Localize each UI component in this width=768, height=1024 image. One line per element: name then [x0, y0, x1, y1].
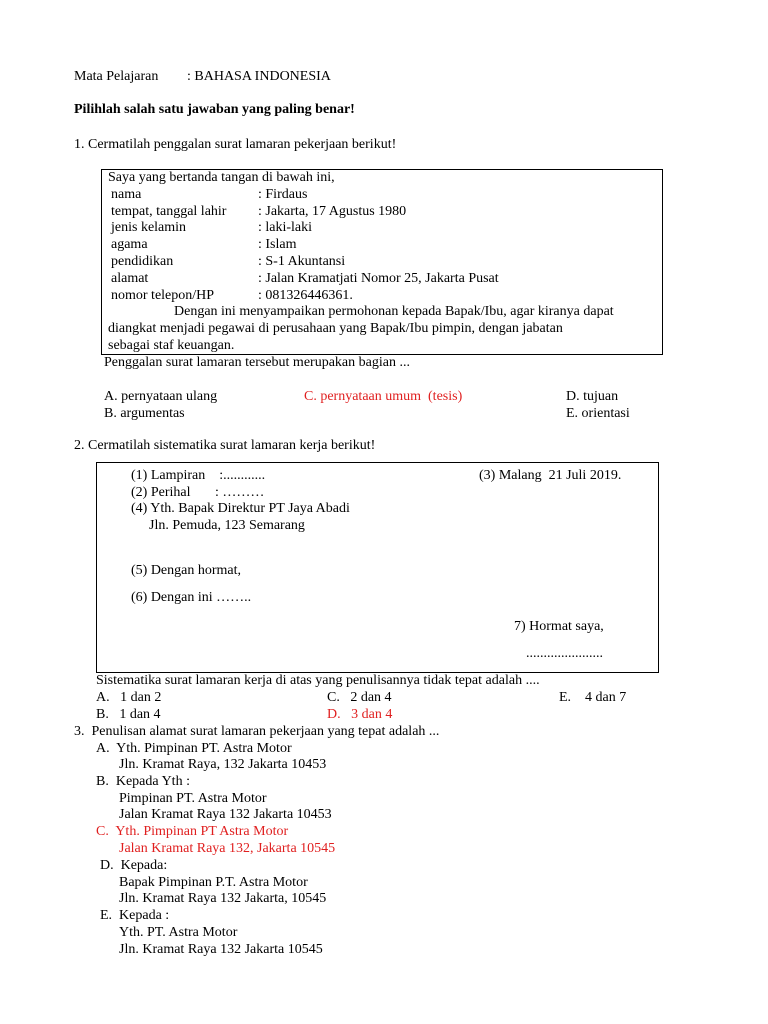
q3-option-d-line: Bapak Pimpinan P.T. Astra Motor: [119, 875, 308, 890]
q3-option-d[interactable]: D. Kepada:: [100, 858, 168, 873]
q2-body: (6) Dengan ini ……..: [131, 590, 252, 605]
q1-letter-body-line: sebagai staf keuangan.: [108, 338, 235, 353]
q1-field-value: : laki-laki: [258, 220, 313, 235]
q2-option-e[interactable]: E. 4 dan 7: [559, 690, 627, 705]
q1-field-value: : S-1 Akuntansi: [258, 254, 346, 269]
q1-field-label: pendidikan: [111, 254, 174, 269]
q1-option-d[interactable]: D. tujuan: [566, 389, 619, 404]
q2-addressee: (4) Yth. Bapak Direktur PT Jaya Abadi: [131, 501, 350, 516]
q2-perihal: (2) Perihal : ………: [131, 485, 265, 500]
q2-prompt: 2. Cermatilah sistematika surat lamaran kerja berikut!: [74, 438, 376, 453]
q2-question: Sistematika surat lamaran kerja di atas yang penulisannya tidak tepat adalah ....: [96, 673, 540, 688]
q3-option-b-line: Pimpinan PT. Astra Motor: [119, 791, 267, 806]
q3-option-e-line: Jln. Kramat Raya 132 Jakarta 10545: [119, 942, 323, 957]
q2-lampiran: (1) Lampiran :............: [131, 468, 266, 483]
q3-option-c-line: Jalan Kramat Raya 132, Jakarta 10545: [119, 841, 336, 856]
q2-closing: 7) Hormat saya,: [514, 619, 604, 634]
q1-field-label: agama: [111, 237, 148, 252]
q1-field-label: nama: [111, 187, 142, 202]
q3-option-a-line: Jln. Kramat Raya, 132 Jakarta 10453: [119, 757, 327, 772]
q2-greeting: (5) Dengan hormat,: [131, 563, 242, 578]
q1-field-value: : Jakarta, 17 Agustus 1980: [258, 204, 407, 219]
q3-prompt: 3. Penulisan alamat surat lamaran pekerjaan yang tepat adalah ...: [74, 724, 440, 739]
q1-letter-body-line: diangkat menjadi pegawai di perusahaan yang Bapak/Ibu pimpin, dengan jabatan: [108, 321, 563, 336]
q1-option-a[interactable]: A. pernyataan ulang: [104, 389, 218, 404]
instruction: Pilihlah salah satu jawaban yang paling benar!: [74, 102, 355, 117]
subject-label: Mata Pelajaran: [74, 69, 159, 84]
q1-option-e[interactable]: E. orientasi: [566, 406, 630, 421]
q1-field-label: alamat: [111, 271, 149, 286]
q2-address: Jln. Pemuda, 123 Semarang: [149, 518, 305, 533]
q1-option-b[interactable]: B. argumentas: [104, 406, 185, 421]
q1-question: Penggalan surat lamaran tersebut merupakan bagian ...: [104, 355, 410, 370]
q1-letter-intro: Saya yang bertanda tangan di bawah ini,: [108, 170, 335, 185]
q1-field-value: : 081326446361.: [258, 288, 353, 303]
q3-option-e[interactable]: E. Kepada :: [100, 908, 170, 923]
q1-field-value: : Islam: [258, 237, 297, 252]
q3-option-c[interactable]: C. Yth. Pimpinan PT Astra Motor: [96, 824, 289, 839]
q1-field-label: tempat, tanggal lahir: [111, 204, 227, 219]
q2-date: (3) Malang 21 Juli 2019.: [479, 468, 622, 483]
q1-field-label: nomor telepon/HP: [111, 288, 215, 303]
q1-field-label: jenis kelamin: [111, 220, 187, 235]
q3-option-a[interactable]: A. Yth. Pimpinan PT. Astra Motor: [96, 741, 292, 756]
q1-option-c[interactable]: C. pernyataan umum (tesis): [304, 389, 463, 404]
q2-signature: ......................: [526, 646, 603, 661]
q3-option-b[interactable]: B. Kepada Yth :: [96, 774, 190, 789]
q2-option-c[interactable]: C. 2 dan 4: [327, 690, 392, 705]
q3-option-d-line: Jln. Kramat Raya 132 Jakarta, 10545: [119, 891, 327, 906]
q2-option-d[interactable]: D. 3 dan 4: [327, 707, 393, 722]
q1-field-value: : Jalan Kramatjati Nomor 25, Jakarta Pusat: [258, 271, 499, 286]
q3-option-b-line: Jalan Kramat Raya 132 Jakarta 10453: [119, 807, 332, 822]
q1-prompt: 1. Cermatilah penggalan surat lamaran pekerjaan berikut!: [74, 137, 397, 152]
q2-option-a[interactable]: A. 1 dan 2: [96, 690, 162, 705]
q3-option-e-line: Yth. PT. Astra Motor: [119, 925, 238, 940]
q1-letter-body-line: Dengan ini menyampaikan permohonan kepada Bapak/Ibu, agar kiranya dapat: [174, 304, 614, 319]
q1-field-value: : Firdaus: [258, 187, 308, 202]
q2-option-b[interactable]: B. 1 dan 4: [96, 707, 161, 722]
subject-value: : BAHASA INDONESIA: [187, 69, 331, 84]
